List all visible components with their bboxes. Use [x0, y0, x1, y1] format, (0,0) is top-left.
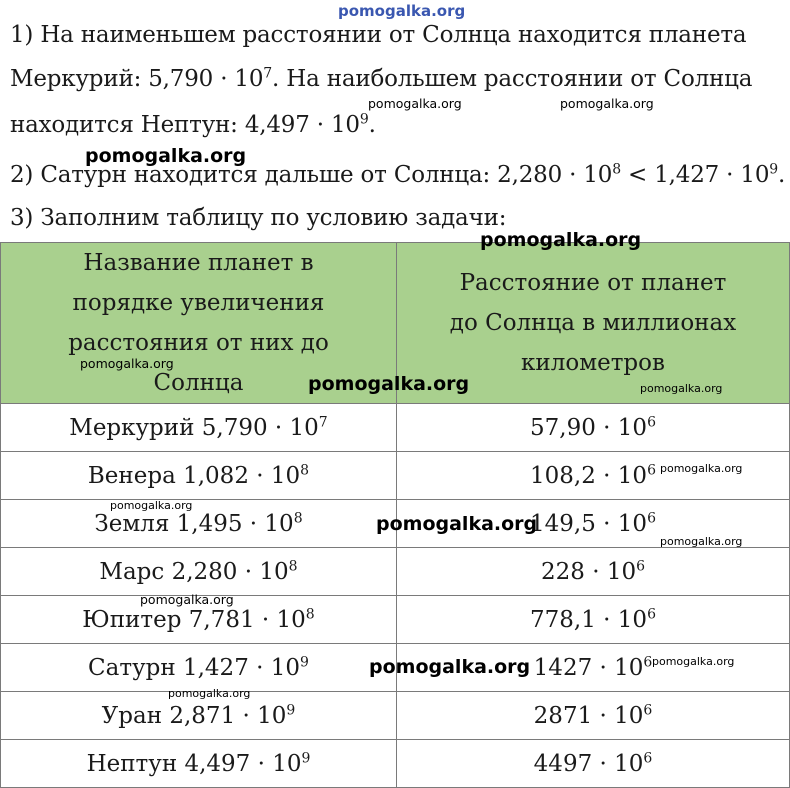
planet-cell: Нептун $4,497 \cdot 10^9$	[1, 740, 397, 788]
watermark: pomogalka.org	[660, 535, 743, 548]
header-planet-order: Название планет в порядке увеличения расстояния от них до Солнца	[1, 243, 397, 404]
distance-cell: $108,2 \cdot 10^6$	[397, 452, 790, 500]
distance-cell: $1427 \cdot 10^6$	[397, 644, 790, 692]
table-row	[1, 404, 790, 452]
header-distance: Расстояние от планет до Солнца в миллионах километров	[397, 243, 790, 404]
table-row	[1, 740, 790, 788]
watermark: pomogalka.org	[376, 513, 538, 535]
table-row	[1, 452, 790, 500]
text-line-3: находится Нептун: $4,497 \cdot 10^9$.	[10, 111, 376, 138]
watermark: pomogalka.org	[480, 229, 642, 251]
watermark: pomogalka.org	[80, 356, 174, 371]
planet-cell: Юпитер $7,781 \cdot 10^8$	[1, 596, 397, 644]
text-line-2: Меркурий: $5,790 \cdot 10^7$. На наибольшем расстоянии от Солнца	[10, 65, 753, 92]
distance-cell: $228 \cdot 10^6$	[397, 548, 790, 596]
distance-cell: $149,5 \cdot 10^6$	[397, 500, 790, 548]
planet-cell: Уран $2,871 \cdot 10^9$	[1, 692, 397, 740]
planet-cell: Венера $1,082 \cdot 10^8$	[1, 452, 397, 500]
planet-cell: Меркурий $5,790 \cdot 10^7$	[1, 404, 397, 452]
watermark: pomogalka.org	[652, 655, 735, 668]
watermark: pomogalka.org	[85, 145, 247, 167]
planet-cell: Марс $2,280 \cdot 10^8$	[1, 548, 397, 596]
distance-cell: $2871 \cdot 10^6$	[397, 692, 790, 740]
planet-cell: Земля $1,495 \cdot 10^8$	[1, 500, 397, 548]
table-row	[1, 548, 790, 596]
text-line-5: 3) Заполним таблицу по условию задачи:	[10, 205, 507, 231]
distance-cell: $778,1 \cdot 10^6$	[397, 596, 790, 644]
watermark: pomogalka.org	[660, 462, 743, 475]
text-line-1: 1) На наименьшем расстоянии от Солнца находится планета	[10, 22, 747, 48]
watermark: pomogalka.org	[369, 656, 531, 678]
distance-cell: $4497 \cdot 10^6$	[397, 740, 790, 788]
watermark: pomogalka.org	[140, 592, 234, 607]
planet-cell: Сатурн $1,427 \cdot 10^9$	[1, 644, 397, 692]
table-row	[1, 596, 790, 644]
watermark: pomogalka.org	[168, 687, 251, 700]
watermark: pomogalka.org	[308, 373, 470, 395]
table-row	[1, 692, 790, 740]
watermark: pomogalka.org	[640, 382, 723, 395]
watermark: pomogalka.org	[368, 96, 462, 111]
watermark: pomogalka.org	[560, 96, 654, 111]
watermark: pomogalka.org	[110, 499, 193, 512]
text-line-4: 2) Сатурн находится дальше от Солнца: $2,280 \cdot 10^8 < 1,427 \cdot 10^9$.	[10, 161, 786, 188]
watermark: pomogalka.org	[338, 2, 466, 20]
distance-cell: $57,90 \cdot 10^6$	[397, 404, 790, 452]
